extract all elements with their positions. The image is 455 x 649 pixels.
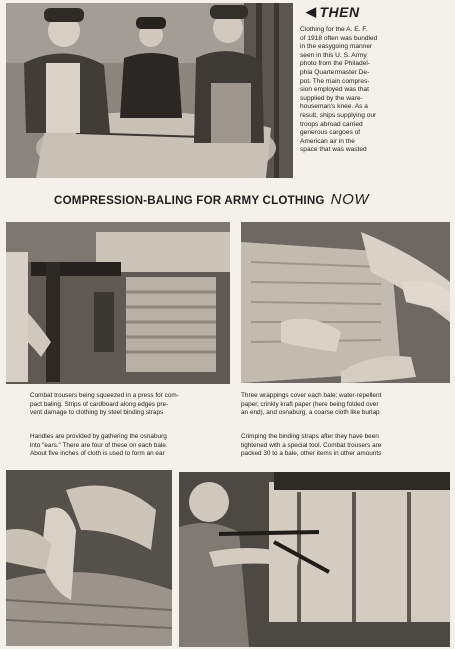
caption-line: Combat trousers being squeezed in a press for com- xyxy=(30,392,179,399)
then-line: supplied by the ware- xyxy=(300,94,363,102)
then-line: phia Quartermaster De- xyxy=(300,68,370,76)
caption-line: pact baling. Strips of cardboard along edges pre- xyxy=(30,400,169,408)
caption-line: Crimping the binding straps after they have been xyxy=(241,433,379,440)
headline-now: NOW xyxy=(330,191,370,208)
then-caption xyxy=(300,26,438,155)
caption-line: About five inches of cloth is used to form an ear xyxy=(30,450,165,458)
ears-photo xyxy=(6,470,172,646)
headline-main: COMPRESSION-BALING FOR ARMY CLOTHING xyxy=(54,194,325,207)
then-title: THEN xyxy=(319,4,360,20)
arrow-left-icon: ◀ xyxy=(306,4,317,19)
caption-line: vent damage to clothing by steel binding straps xyxy=(30,409,164,417)
then-photo xyxy=(6,3,293,178)
crimping-photo xyxy=(179,472,450,647)
then-line: Clothing for the A. E. F. xyxy=(300,26,368,33)
caption-line: an end), and osnaburg, a coarse cloth like burlap xyxy=(241,409,380,417)
then-line: pot. The main compres- xyxy=(300,77,370,85)
then-line: space that was wasted xyxy=(300,146,367,154)
then-line: troops abroad carried xyxy=(300,120,363,128)
then-line: in the easygoing manner xyxy=(300,43,373,51)
then-heading xyxy=(306,4,436,20)
then-line: generous cargoes of xyxy=(300,129,361,137)
handles-caption xyxy=(30,433,218,459)
caption-line: Three wrappings cover each bale: water-repellent xyxy=(241,392,382,399)
press-photo xyxy=(6,222,230,384)
then-line: photo from the Philadel- xyxy=(300,60,371,68)
then-line: seen in this U. S. Army xyxy=(300,51,367,59)
then-line: houseman's knee. As a xyxy=(300,103,368,111)
then-line: American air in the xyxy=(300,137,355,145)
crimping-caption xyxy=(241,433,431,459)
press-caption xyxy=(30,392,218,418)
caption-line: tightened with a special tool. Combat trousers are xyxy=(241,441,382,449)
caption-line: paper, crinkly kraft paper (here being folded over xyxy=(241,400,379,408)
caption-line: Handles are provided by gathering the osnaburg xyxy=(30,433,167,440)
caption-line: into "ears." There are four of these on each bale. xyxy=(30,441,168,449)
section-headline xyxy=(54,191,414,209)
then-line: of 1918 often was bundled xyxy=(300,34,378,42)
then-line: sion employed was that xyxy=(300,86,369,94)
caption-line: packed 30 to a bale, other items in other amounts xyxy=(241,450,382,458)
wrapping-photo xyxy=(241,222,450,383)
wrappings-caption xyxy=(241,392,431,418)
then-line: result, ships supplying our xyxy=(300,111,377,119)
